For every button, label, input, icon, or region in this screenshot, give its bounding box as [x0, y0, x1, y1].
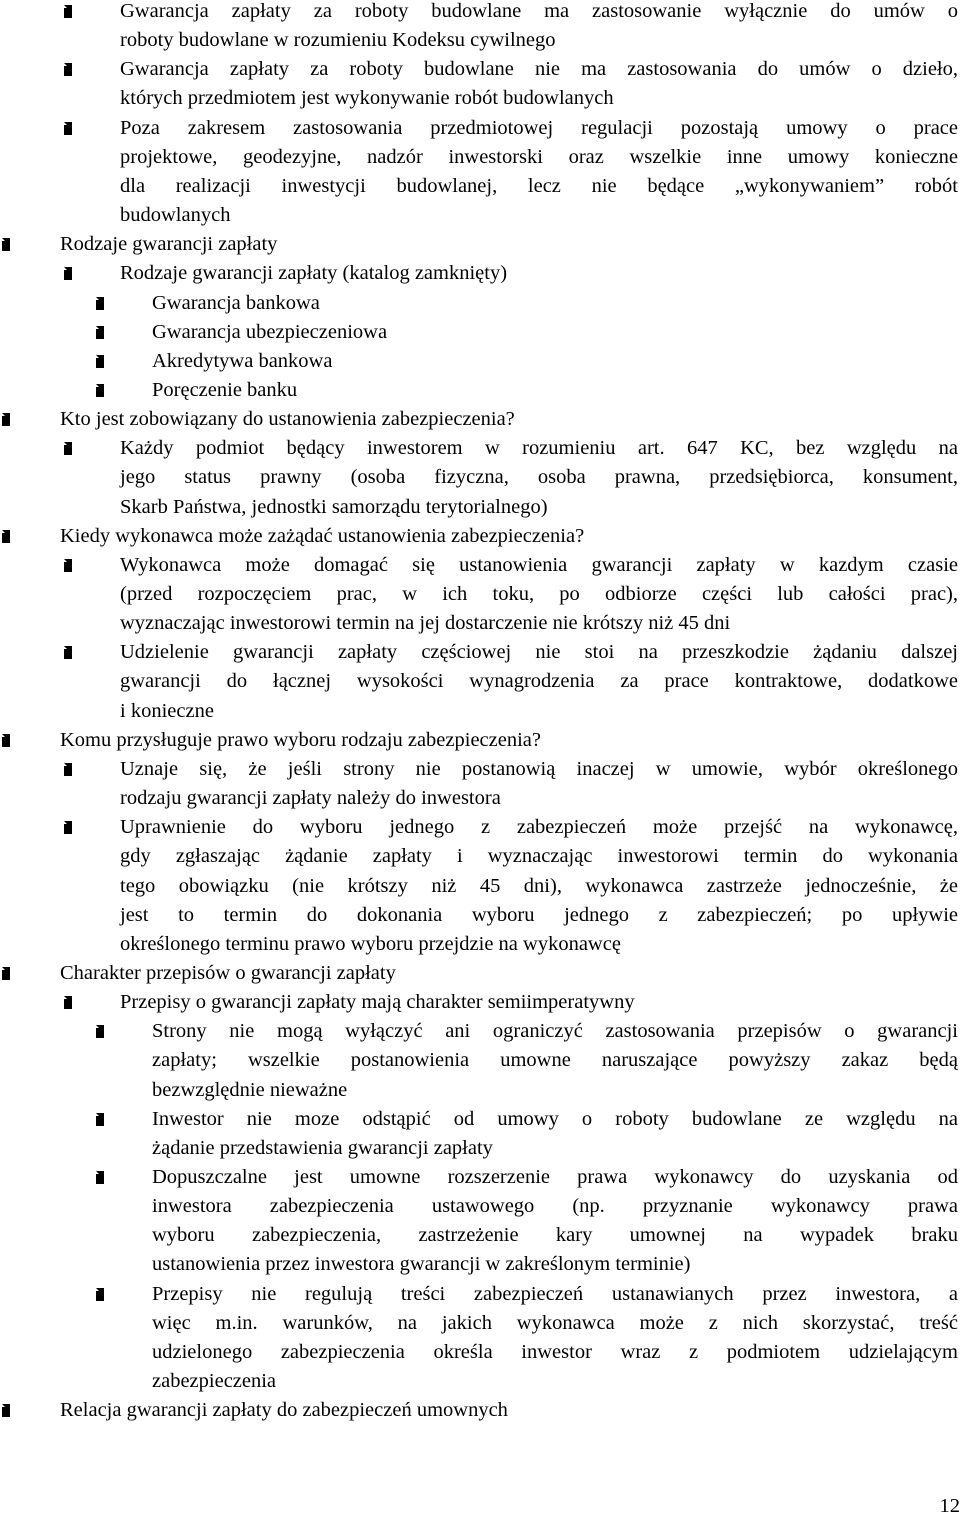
bullet-icon [64, 267, 72, 280]
list-item-line: Inwestor nie moze odstąpić od umowy o roboty budowlane ze względu na [152, 1107, 958, 1130]
list-item-line: Charakter przepisów o gwarancji zapłaty [60, 961, 396, 984]
list-item-line: więc m.in. warunków, na jakich wykonawca może z nich skorzystać, treść [152, 1311, 958, 1334]
list-item-line: roboty budowlane w rozumieniu Kodeksu cywilnego [120, 29, 556, 52]
bullet-icon [96, 1288, 104, 1301]
list-item-line: zabezpieczenia [152, 1370, 277, 1393]
bullet-icon [2, 530, 10, 543]
list-item-line: gwarancji do łącznej wysokości wynagrodzenia za prace kontraktowe, dodatkowe [120, 670, 958, 693]
list-item-line: budowlanych [120, 204, 231, 227]
bullet-icon [2, 413, 10, 426]
list-item-line: Gwarancja zapłaty za roboty budowlane ma zastosowanie wyłącznie do umów o [120, 0, 958, 22]
bullet-icon [2, 967, 10, 980]
list-item-line: udzielonego zabezpieczenia określa inwestor wraz z podmiotem udzielającym [152, 1340, 958, 1363]
list-item-line: i konieczne [120, 699, 214, 722]
list-item-line: Akredytywa bankowa [152, 349, 333, 372]
bullet-icon [64, 821, 72, 834]
list-item-line: (przed rozpoczęciem prac, w ich toku, po odbiorze części lub całości prac), [120, 583, 958, 605]
bullet-icon [64, 996, 72, 1009]
bullet-icon [96, 1113, 104, 1126]
list-item-line: dla realizacji inwestycji budowlanej, lecz nie będące „wykonywaniem” robót [120, 174, 958, 197]
list-item-line: wyznaczając inwestorowi termin na jej dostarczenie nie krótszy niż 45 dni [120, 612, 731, 635]
bullet-icon [96, 384, 104, 397]
list-item-line: Rodzaje gwarancji zapłaty [60, 233, 278, 256]
list-item-line: Poręczenie banku [152, 378, 298, 401]
list-item-line: ustanowienia przez inwestora gwarancji w zakreślonym terminie) [152, 1253, 691, 1276]
list-item-line: Uprawnienie do wyboru jednego z zabezpieczeń może przejść na wykonawcę, [120, 816, 958, 839]
bullet-icon [96, 1025, 104, 1038]
list-item-line: Komu przysługuje prawo wyboru rodzaju zabezpieczenia? [60, 728, 541, 751]
bullet-icon [96, 297, 104, 310]
list-item-line: wyboru zabezpieczenia, zastrzeżenie kary umownej na wypadek braku [152, 1224, 958, 1247]
list-item-line: Rodzaje gwarancji zapłaty (katalog zamknięty) [120, 262, 508, 285]
list-item-line: Skarb Państwa, jednostki samorządu terytorialnego) [120, 495, 548, 518]
bullet-icon [96, 355, 104, 368]
list-item-line: Przepisy o gwarancji zapłaty mają charakter semiimperatywny [120, 991, 635, 1014]
list-item-line: Gwarancja ubezpieczeniowa [152, 320, 388, 343]
bullet-icon [64, 559, 72, 572]
bullet-icon [2, 238, 10, 251]
list-item-line: zapłaty; wszelkie postanowienia umowne naruszające powyższy zakaz będą [152, 1049, 958, 1072]
bullet-icon [64, 646, 72, 659]
list-item-line: których przedmiotem jest wykonywanie robót budowlanych [120, 87, 614, 110]
bullet-icon [64, 763, 72, 776]
bullet-icon [64, 122, 72, 135]
list-item-line: projektowe, geodezyjne, nadzór inwestorski oraz wszelkie inne umowy konieczne [120, 145, 958, 168]
list-item-line: inwestora zabezpieczenia ustawowego (np. przyznanie wykonawcy prawa [152, 1195, 958, 1218]
list-item-line: Każdy podmiot będący inwestorem w rozumieniu art. 647 KC, bez względu na [120, 437, 958, 460]
list-item-line: Kiedy wykonawca może zażądać ustanowienia zabezpieczenia? [60, 524, 585, 547]
list-item-line: Gwarancja zapłaty za roboty budowlane nie ma zastosowania do umów o dzieło, [120, 58, 958, 81]
bullet-icon [64, 442, 72, 455]
list-item-line: rodzaju gwarancji zapłaty należy do inwestora [120, 787, 501, 810]
list-item-line: gdy zgłaszając żądanie zapłaty i wyznaczając inwestorowi termin do wykonania [120, 845, 958, 868]
bullet-icon [2, 734, 10, 747]
list-item-line: Gwarancja bankowa [152, 291, 320, 314]
list-item-line: Poza zakresem zastosowania przedmiotowej regulacji pozostają umowy o prace [120, 116, 958, 139]
list-item-line: Relacja gwarancji zapłaty do zabezpieczeń umownych [60, 1399, 508, 1422]
bullet-icon [64, 5, 72, 18]
list-item-line: Przepisy nie regulują treści zabezpieczeń ustanawianych przez inwestora, a [152, 1282, 958, 1305]
list-item-line: Kto jest zobowiązany do ustanowienia zabezpieczenia? [60, 408, 515, 431]
list-item-line: określonego terminu prawo wyboru przejdzie na wykonawcę [120, 932, 621, 955]
list-item-line: żądanie przedstawienia gwarancji zapłaty [152, 1136, 493, 1159]
page-number: 12 [939, 1495, 960, 1517]
list-item-line: jego status prawny (osoba fizyczna, osoba prawna, przedsiębiorca, konsument, [120, 466, 958, 489]
list-item-line: Strony nie mogą wyłączyć ani ograniczyć zastosowania przepisów o gwarancji [152, 1020, 958, 1043]
list-item-line: Wykonawca może domagać się ustanowienia gwarancji zapłaty w kazdym czasie [120, 553, 958, 576]
bullet-icon [2, 1404, 10, 1417]
list-item-line: Udzielenie gwarancji zapłaty częściowej nie stoi na przeszkodzie żądaniu dalszej [120, 641, 958, 664]
list-item-line: tego obowiązku (nie krótszy niż 45 dni), wykonawca zastrzeże jednocześnie, że [120, 874, 958, 897]
list-item-line: Uznaje się, że jeśli strony nie postanowią inaczej w umowie, wybór określonego [120, 757, 958, 780]
list-item-line: jest to termin do dokonania wyboru jednego z zabezpieczeń; po upływie [120, 903, 958, 926]
bullet-icon [96, 1171, 104, 1184]
list-item-line: bezwzględnie nieważne [152, 1078, 348, 1101]
bullet-icon [64, 63, 72, 76]
list-item-line: Dopuszczalne jest umowne rozszerzenie prawa wykonawcy do uzyskania od [152, 1166, 958, 1188]
bullet-icon [96, 326, 104, 339]
